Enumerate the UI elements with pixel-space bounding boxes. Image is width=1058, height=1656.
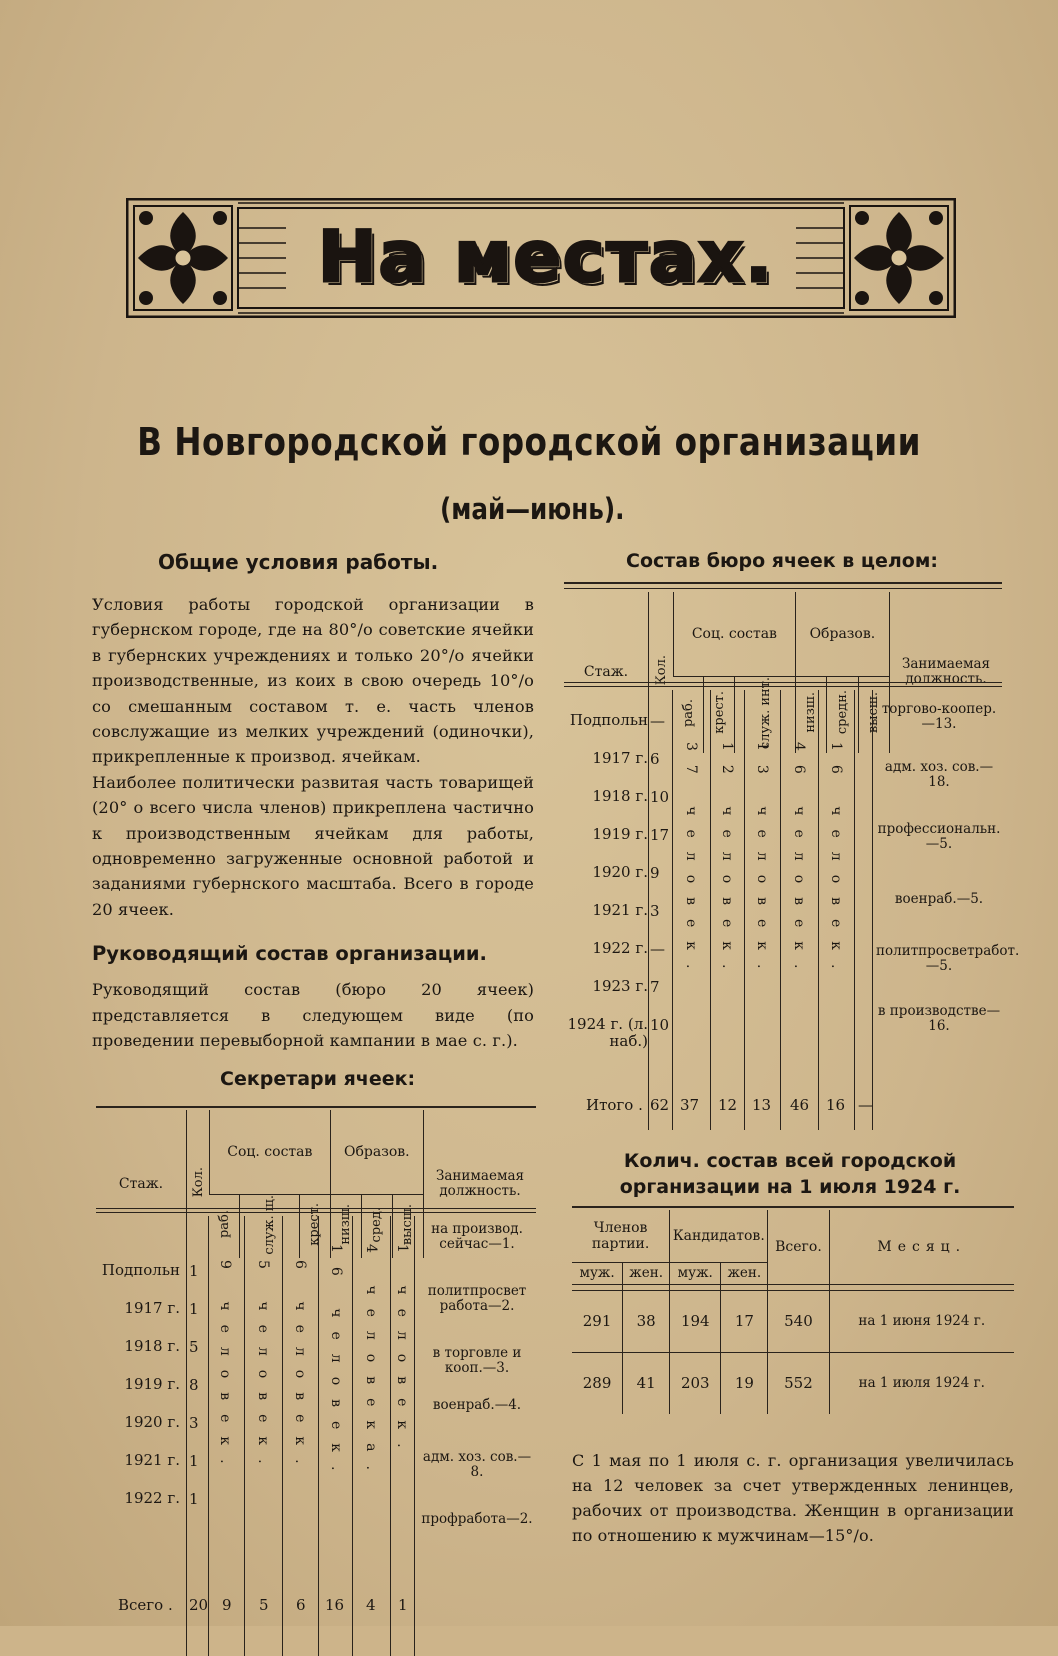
bureau-vertical-nizsh: 46 человек. <box>791 742 807 983</box>
bureau-total-val: 16 <box>826 1096 846 1114</box>
sec-total-kol: 20 <box>189 1596 209 1614</box>
sec-header-dolzh: Занимаемая должность. <box>424 1110 537 1258</box>
bureau-sub-header: низш. <box>803 692 819 733</box>
count-cell: 194 <box>670 1290 721 1352</box>
bureau-row-kol: — <box>650 940 665 958</box>
count-cell: 19 <box>721 1352 768 1414</box>
count-cell: 203 <box>670 1352 721 1414</box>
bureau-sub-header: высш. <box>866 691 882 734</box>
sec-position: адм. хоз. сов.—8. <box>422 1449 532 1480</box>
sec-row-kol: 3 <box>189 1414 199 1432</box>
sec-vertical-sluzh: 5 человек. <box>255 1260 271 1478</box>
sec-vertical-vyssh: 1 человек. <box>394 1244 410 1462</box>
sec-row-kol: 8 <box>189 1376 199 1394</box>
count-cell: 17 <box>721 1290 768 1352</box>
bureau-position: адм. хоз. сов.—18. <box>884 759 994 790</box>
bureau-vertical-sluzh: 13 человек. <box>754 742 770 983</box>
sec-row-stazh: Подпольн <box>101 1261 180 1279</box>
sec-header-obr: Образов. <box>330 1110 423 1194</box>
sec-vertical-nizsh: 16 человек. <box>328 1244 344 1485</box>
sec-vertical-sred: 4 человека. <box>363 1244 379 1484</box>
bureau-sub-header: крест. <box>711 691 727 734</box>
bureau-position: торгово-коопер.—13. <box>881 701 997 732</box>
sec-row-stazh: 1917 г. <box>124 1299 180 1317</box>
count-header-total: Всего. <box>768 1210 829 1284</box>
bureau-row-kol: 3 <box>650 902 660 920</box>
left-column <box>92 550 534 1090</box>
secretaries-heading: Секретари ячеек: <box>220 1067 416 1090</box>
sec-vertical-rab: 9 человек. <box>217 1260 233 1478</box>
count-conclusion: С 1 мая по 1 июля с. г. организация увеличилась на 12 человек за счет утвержденных ленинцев, рабочих от производства. Женщин в организации по отношению к мужчинам—15°/о. <box>572 1451 1014 1545</box>
bureau-row-stazh: 1923 г. <box>592 977 648 995</box>
count-cell: 291 <box>582 1312 612 1330</box>
bureau-header-dolzh: Занимаемая должность. <box>890 592 1003 753</box>
sec-row-stazh: 1922 г. <box>124 1489 180 1507</box>
bureau-position: профессиональн.—5. <box>877 821 1001 852</box>
bureau-position: военраб.—5. <box>894 891 984 907</box>
count-cell: на 1 июня 1924 г. <box>829 1290 1014 1352</box>
bureau-vertical-krest: 12 человек. <box>719 742 735 983</box>
bureau-row-stazh: 1917 г. <box>592 749 648 767</box>
bureau-row-kol: 7 <box>650 978 660 996</box>
bureau-sub-header: раб. <box>680 698 696 727</box>
bureau-header-obr: Образов. <box>795 592 889 676</box>
bureau-row-stazh: 1924 г. (л. наб.) <box>567 1015 648 1050</box>
bureau-row-stazh: 1922 г. <box>592 939 648 957</box>
article-subtitle: (май—июнь). <box>440 492 625 526</box>
sec-row-stazh: 1918 г. <box>124 1337 180 1355</box>
bureau-row-kol: 10 <box>650 788 670 806</box>
sec-total-val: 1 <box>398 1596 408 1614</box>
sec-header-soc: Соц. состав <box>210 1110 331 1194</box>
bureau-row-stazh: 1921 г. <box>592 901 648 919</box>
bureau-row-kol: — <box>650 712 665 730</box>
ornament-left <box>134 206 232 310</box>
count-row <box>572 1290 1014 1352</box>
count-sub-header: жен. <box>623 1262 670 1284</box>
sec-sub-header: служ. щ. <box>261 1194 277 1255</box>
sec-row-kol: 1 <box>189 1452 199 1470</box>
sec-total-val: 6 <box>296 1596 306 1614</box>
sec-position: профработа—2. <box>421 1511 533 1527</box>
sec-sub-header: низш. <box>338 1204 354 1245</box>
sec-row-stazh: 1920 г. <box>124 1413 180 1431</box>
leading-heading: Руководящий состав организации. <box>92 942 487 966</box>
sec-total-val: 9 <box>222 1596 232 1614</box>
bureau-heading: Состав бюро ячеек в целом: <box>626 550 938 572</box>
bureau-row-kol: 9 <box>650 864 660 882</box>
bureau-total-val: 12 <box>718 1096 738 1114</box>
bureau-row-stazh: 1919 г. <box>592 825 648 843</box>
sec-header-kol: Кол. <box>190 1166 206 1198</box>
count-header-month: Месяц. <box>829 1210 1014 1284</box>
bureau-total-val: 37 <box>680 1096 700 1114</box>
bureau-total-val: — <box>858 1096 873 1114</box>
sec-row-kol: 1 <box>189 1262 199 1280</box>
count-cell: 38 <box>623 1290 670 1352</box>
sec-sub-header: раб. <box>216 1210 232 1239</box>
banner <box>126 198 956 318</box>
bureau-header-kol: Кол. <box>653 655 669 686</box>
count-row <box>572 1352 1014 1414</box>
bureau-total-label: Итого . <box>586 1096 643 1114</box>
sec-position: на производ. сейчас—1. <box>431 1221 523 1252</box>
sec-header-stazh: Стаж. <box>118 1176 164 1193</box>
sec-position: военраб.—4. <box>432 1397 522 1413</box>
bureau-row-kol: 17 <box>650 826 670 844</box>
sec-row-kol: 1 <box>189 1490 199 1508</box>
bureau-total-val: 13 <box>752 1096 772 1114</box>
count-cell: 41 <box>623 1352 670 1414</box>
sec-sub-header: крест. <box>307 1202 323 1246</box>
bureau-vertical-sredn: 16 человек. <box>828 742 844 983</box>
sec-row-kol: 1 <box>189 1300 199 1318</box>
bureau-row-kol: 6 <box>650 750 660 768</box>
sec-sub-header: высш. <box>400 1203 416 1245</box>
leading-paragraph: Руководящий состав (бюро 20 ячеек) представляется в следующем виде (по проведении перевыборной кампании в мае с. г.). <box>92 980 534 1051</box>
sec-position: в торговле и кооп.—3. <box>432 1345 522 1376</box>
count-sub-header: муж. <box>670 1262 721 1284</box>
sec-sub-header: сред. <box>369 1206 385 1243</box>
bureau-vertical-rab: 37 человек. <box>683 742 699 983</box>
bureau-header-stazh: Стаж. <box>583 664 629 681</box>
bureau-row-stazh: 1918 г. <box>592 787 648 805</box>
bureau-position: в производстве—16. <box>877 1003 1001 1034</box>
sec-total-val: 16 <box>325 1596 345 1614</box>
count-cell: 289 <box>582 1374 612 1393</box>
bureau-position: политпросветработ.—5. <box>876 943 1020 974</box>
count-cell: 540 <box>768 1290 829 1352</box>
count-cell: 552 <box>768 1352 829 1414</box>
count-cell: на 1 июля 1924 г. <box>829 1352 1014 1414</box>
bureau-row-stazh: Подпольн <box>569 711 648 729</box>
general-paragraph-2: Наиболее политически развитая часть товарищей (20° о всего числа членов) прикреплена частично к производственным ячейкам для работы, одновременно загруженные основной работой и заданиями губернского масштаба. Всего в городе 20 ячеек. <box>92 772 534 919</box>
bureau-header-soc: Соц. состав <box>674 592 796 676</box>
sec-vertical-krest: 6 человек. <box>292 1260 308 1478</box>
bureau-sub-header: служ. инт. <box>757 676 773 749</box>
sec-total-label: Всего . <box>118 1596 173 1614</box>
count-header-members: Членов партии. <box>591 1219 650 1252</box>
count-heading: Колич. состав всей городской организации на 1 июля 1924 г. <box>619 1150 961 1198</box>
banner-title: На местах. <box>318 216 774 298</box>
count-sub-header: жен. <box>721 1262 768 1284</box>
bureau-row-kol: 10 <box>650 1016 670 1034</box>
sec-total-val: 4 <box>366 1596 376 1614</box>
article-title: В Новгородской городской организации <box>137 420 921 464</box>
bureau-total-val: 46 <box>790 1096 810 1114</box>
general-paragraph-1: Условия работы городской организации в губернском городе, где на 80°/о советские ячейки в губернских учреждениях и только 20°/о ячейки производственные, из коих в свою очередь 10°/о со смешанным составом т. е. часть членов совслужащие из мелких учреждений (одиночки), прикрепленные к производ. ячейкам. <box>92 595 534 767</box>
general-heading: Общие условия работы. <box>158 550 439 574</box>
sec-row-stazh: 1921 г. <box>124 1451 180 1469</box>
sec-total-val: 5 <box>259 1596 269 1614</box>
count-header-candidates: Кандидатов. <box>670 1210 768 1262</box>
sec-row-stazh: 1919 г. <box>124 1375 180 1393</box>
bureau-sub-header: средн. <box>834 690 850 735</box>
ornament-right <box>850 206 948 310</box>
sec-row-kol: 5 <box>189 1338 199 1356</box>
bureau-row-stazh: 1920 г. <box>592 863 648 881</box>
bureau-total-kol: 62 <box>650 1096 670 1114</box>
count-sub-header: муж. <box>579 1264 615 1281</box>
sec-position: политпросвет работа—2. <box>427 1283 527 1314</box>
